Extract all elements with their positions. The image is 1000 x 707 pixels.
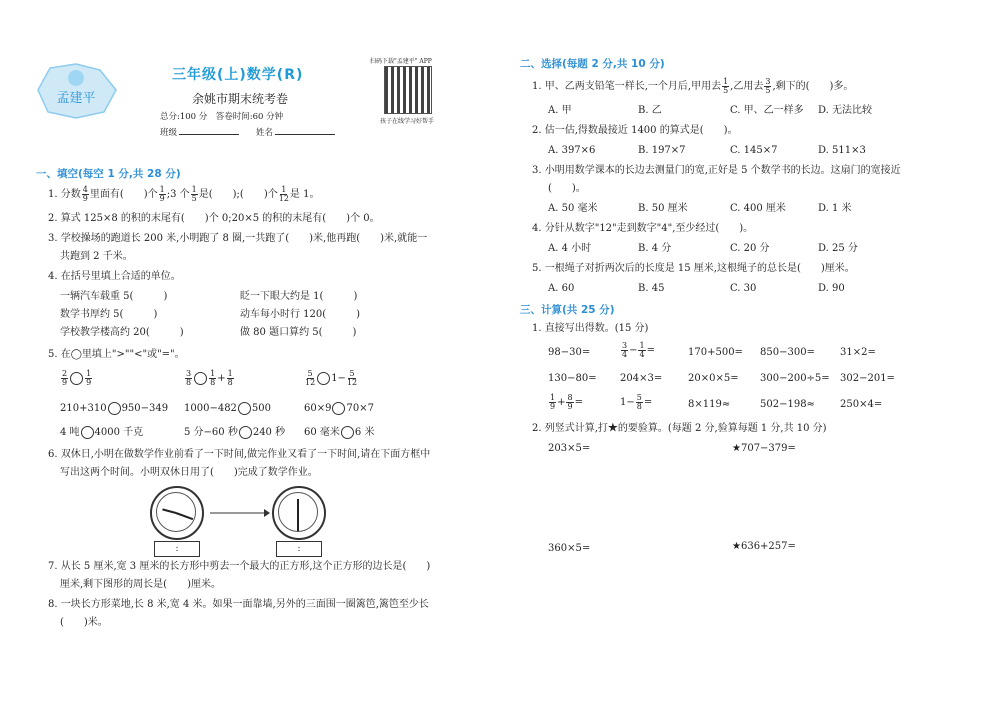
choice-option[interactable]: B. 45 <box>638 283 665 294</box>
compare-circle <box>194 372 207 385</box>
question-5: 5. 在◯里填上">""<"或"="。 <box>48 349 185 360</box>
choice-2: 2. 估一估,得数最接近 1400 的算式是( )。 <box>532 125 738 136</box>
brand-logo <box>30 60 124 120</box>
time-box-start[interactable]: : <box>154 541 200 557</box>
calc-item: 300−200÷5= <box>760 373 830 384</box>
question-8-line2: ( )米。 <box>60 617 108 628</box>
exam-meta: 总分:100 分 答卷时间:60 分钟 <box>160 112 284 122</box>
clock-end <box>272 486 326 540</box>
qr-code[interactable] <box>384 66 432 114</box>
qr-caption-bottom: 孩子在线学习好帮手 <box>380 118 435 125</box>
name-label: 姓名 <box>256 126 335 138</box>
question-8-line1: 8. 一块长方形菜地,长 8 米,宽 4 米。如果一面靠墙,另外的三面围一圈篱笆,篱笆至少长 <box>48 599 429 610</box>
calc-part-1: 1. 直接写出得数。(15 分) <box>532 323 649 334</box>
question-7-line2: 厘米,剩下图形的周长是( )厘米。 <box>60 579 221 590</box>
vertical-calc-item: 203×5= <box>548 443 591 454</box>
calc-item: 302−201= <box>840 373 895 384</box>
clock-start <box>150 486 204 540</box>
time-box-end[interactable]: : <box>276 541 322 557</box>
calc-item: 170+500= <box>688 347 743 358</box>
choice-option[interactable]: B. 50 厘米 <box>638 203 688 214</box>
choice-option[interactable]: B. 乙 <box>638 105 662 116</box>
calc-item: 98−30= <box>548 347 591 358</box>
unit-item: 眨一下眼大约是 1( ) <box>240 291 358 302</box>
question-3-line1: 3. 学校操场的跑道长 200 米,小明跑了 8 圈,一共跑了( )米,他再跑( )米,就能一 <box>48 233 428 244</box>
choice-option[interactable]: D. 511×3 <box>818 145 866 156</box>
logo-text: 孟建平 <box>56 91 96 106</box>
question-3-line2: 共跑到 2 千米。 <box>60 251 133 262</box>
vertical-calc-item: ★707−379= <box>732 443 796 454</box>
unit-item: 学校教学楼高约 20( ) <box>60 327 184 338</box>
question-2: 2. 算式 125×8 的积的末尾有( )个 0;20×5 的积的末尾有( )个 0。 <box>48 213 380 224</box>
choice-option[interactable]: A. 50 毫米 <box>548 203 598 214</box>
calc-item: 31×2= <box>840 347 876 358</box>
choice-1: 1. 甲、乙两支铅笔一样长,一个月后,甲用去 $\frac{1}{5}$ ,乙用去 $\frac{3}{5}$ ,剩下的( )多。 <box>532 77 854 95</box>
compare-item: $\frac{3}{8}$ $\frac{1}{8}$ + $\frac{1}{8}$ <box>186 369 233 387</box>
calc-item: 502−198≈ <box>760 399 815 410</box>
choice-option[interactable]: D. 无法比较 <box>818 105 873 116</box>
choice-option[interactable]: A. 397×6 <box>548 145 596 156</box>
choice-option[interactable]: C. 400 厘米 <box>730 203 786 214</box>
choice-option[interactable]: C. 20 分 <box>730 243 770 254</box>
choice-option[interactable]: A. 4 小时 <box>548 243 592 254</box>
calc-item: 8×119≈ <box>688 399 731 410</box>
exam-subtitle: 余姚市期末统考卷 <box>192 92 289 106</box>
choice-option[interactable]: A. 60 <box>548 283 575 294</box>
calc-item: 204×3= <box>620 373 663 384</box>
choice-option[interactable]: B. 197×7 <box>638 145 686 156</box>
calc-item: 20×0×5= <box>688 373 739 384</box>
calc-item: 850−300= <box>760 347 815 358</box>
unit-item: 数学书厚约 5( ) <box>60 309 158 320</box>
compare-item: 60×9 70×7 <box>304 403 374 414</box>
question-1: 1. 分数 $\frac{4}{9}$ 里面有( )个 $\frac{1}{9}$ ;3 个 $\frac{1}{5}$ 是( );( )个 $\frac{1}{12}$ 是 1。 <box>48 185 320 203</box>
calc-item: $\frac{1}{9}$ + $\frac{8}{9}$ = <box>550 393 583 411</box>
section-fill-blanks: 一、填空(每空 1 分,共 28 分) <box>36 168 181 180</box>
compare-item: $\frac{2}{9}$ $\frac{1}{9}$ <box>62 369 92 387</box>
choice-option[interactable]: B. 4 分 <box>638 243 672 254</box>
compare-item: 1000−482 500 <box>184 403 272 414</box>
vertical-calc-item: 360×5= <box>548 543 591 554</box>
compare-circle <box>70 372 83 385</box>
section-choice: 二、选择(每题 2 分,共 10 分) <box>520 58 665 70</box>
choice-4: 4. 分针从数字"12"走到数字"4",至少经过( )。 <box>532 223 754 234</box>
arrow-icon <box>210 508 270 518</box>
compare-circle <box>317 372 330 385</box>
choice-option[interactable]: C. 30 <box>730 283 757 294</box>
unit-item: 做 80 题口算约 5( ) <box>240 327 357 338</box>
choice-3-line2: ( )。 <box>548 183 586 194</box>
calc-item: 1− $\frac{5}{8}$ = <box>620 393 653 411</box>
calc-item: 250×4= <box>840 399 883 410</box>
question-6-line1: 6. 双休日,小明在做数学作业前看了一下时间,做完作业又看了一下时间,请在下面方框中 <box>48 449 431 460</box>
class-label: 班级 <box>160 126 239 138</box>
compare-item: 4 吨 4000 千克 <box>60 427 144 438</box>
question-7-line1: 7. 从长 5 厘米,宽 3 厘米的长方形中剪去一个最大的正方形,这个正方形的边长是( ) <box>48 561 431 572</box>
section-calculation: 三、计算(共 25 分) <box>520 304 615 316</box>
choice-option[interactable]: C. 145×7 <box>730 145 778 156</box>
compare-item: $\frac{5}{12}$ 1− $\frac{5}{12}$ <box>305 369 358 387</box>
choice-5: 5. 一根绳子对折两次后的长度是 15 厘米,这根绳子的总长是( )厘米。 <box>532 263 855 274</box>
choice-option[interactable]: D. 25 分 <box>818 243 858 254</box>
question-6-line2: 写出这两个时间。小明双休日用了( )完成了数学作业。 <box>60 467 318 478</box>
vertical-calc-item: ★636+257= <box>732 541 796 552</box>
choice-option[interactable]: A. 甲 <box>548 105 572 116</box>
choice-3-line1: 3. 小明用数学课本的长边去测量门的宽,正好是 5 个数学书的长边。这扇门的宽接近 <box>532 165 901 176</box>
calc-item: 130−80= <box>548 373 597 384</box>
compare-item: 5 分−60 秒 240 秒 <box>184 427 286 438</box>
choice-option[interactable]: D. 1 米 <box>818 203 852 214</box>
compare-item: 60 毫米 6 米 <box>304 427 375 438</box>
choice-option[interactable]: C. 甲、乙一样多 <box>730 105 804 116</box>
unit-item: 一辆汽车载重 5( ) <box>60 291 168 302</box>
qr-caption-top: 扫码下载"孟建平" APP <box>370 58 432 65</box>
choice-option[interactable]: D. 90 <box>818 283 845 294</box>
calc-part-2: 2. 列竖式计算,打★的要验算。(每题 2 分,验算每题 1 分,共 10 分) <box>532 423 827 434</box>
unit-item: 动车每小时行 120( ) <box>240 309 361 320</box>
calc-item: $\frac{3}{4}$ − $\frac{1}{4}$ = <box>622 341 655 359</box>
question-4: 4. 在括号里填上合适的单位。 <box>48 271 181 282</box>
compare-item: 210+310 950−349 <box>60 403 169 414</box>
exam-title: 三年级(上)数学(R) <box>172 67 304 83</box>
